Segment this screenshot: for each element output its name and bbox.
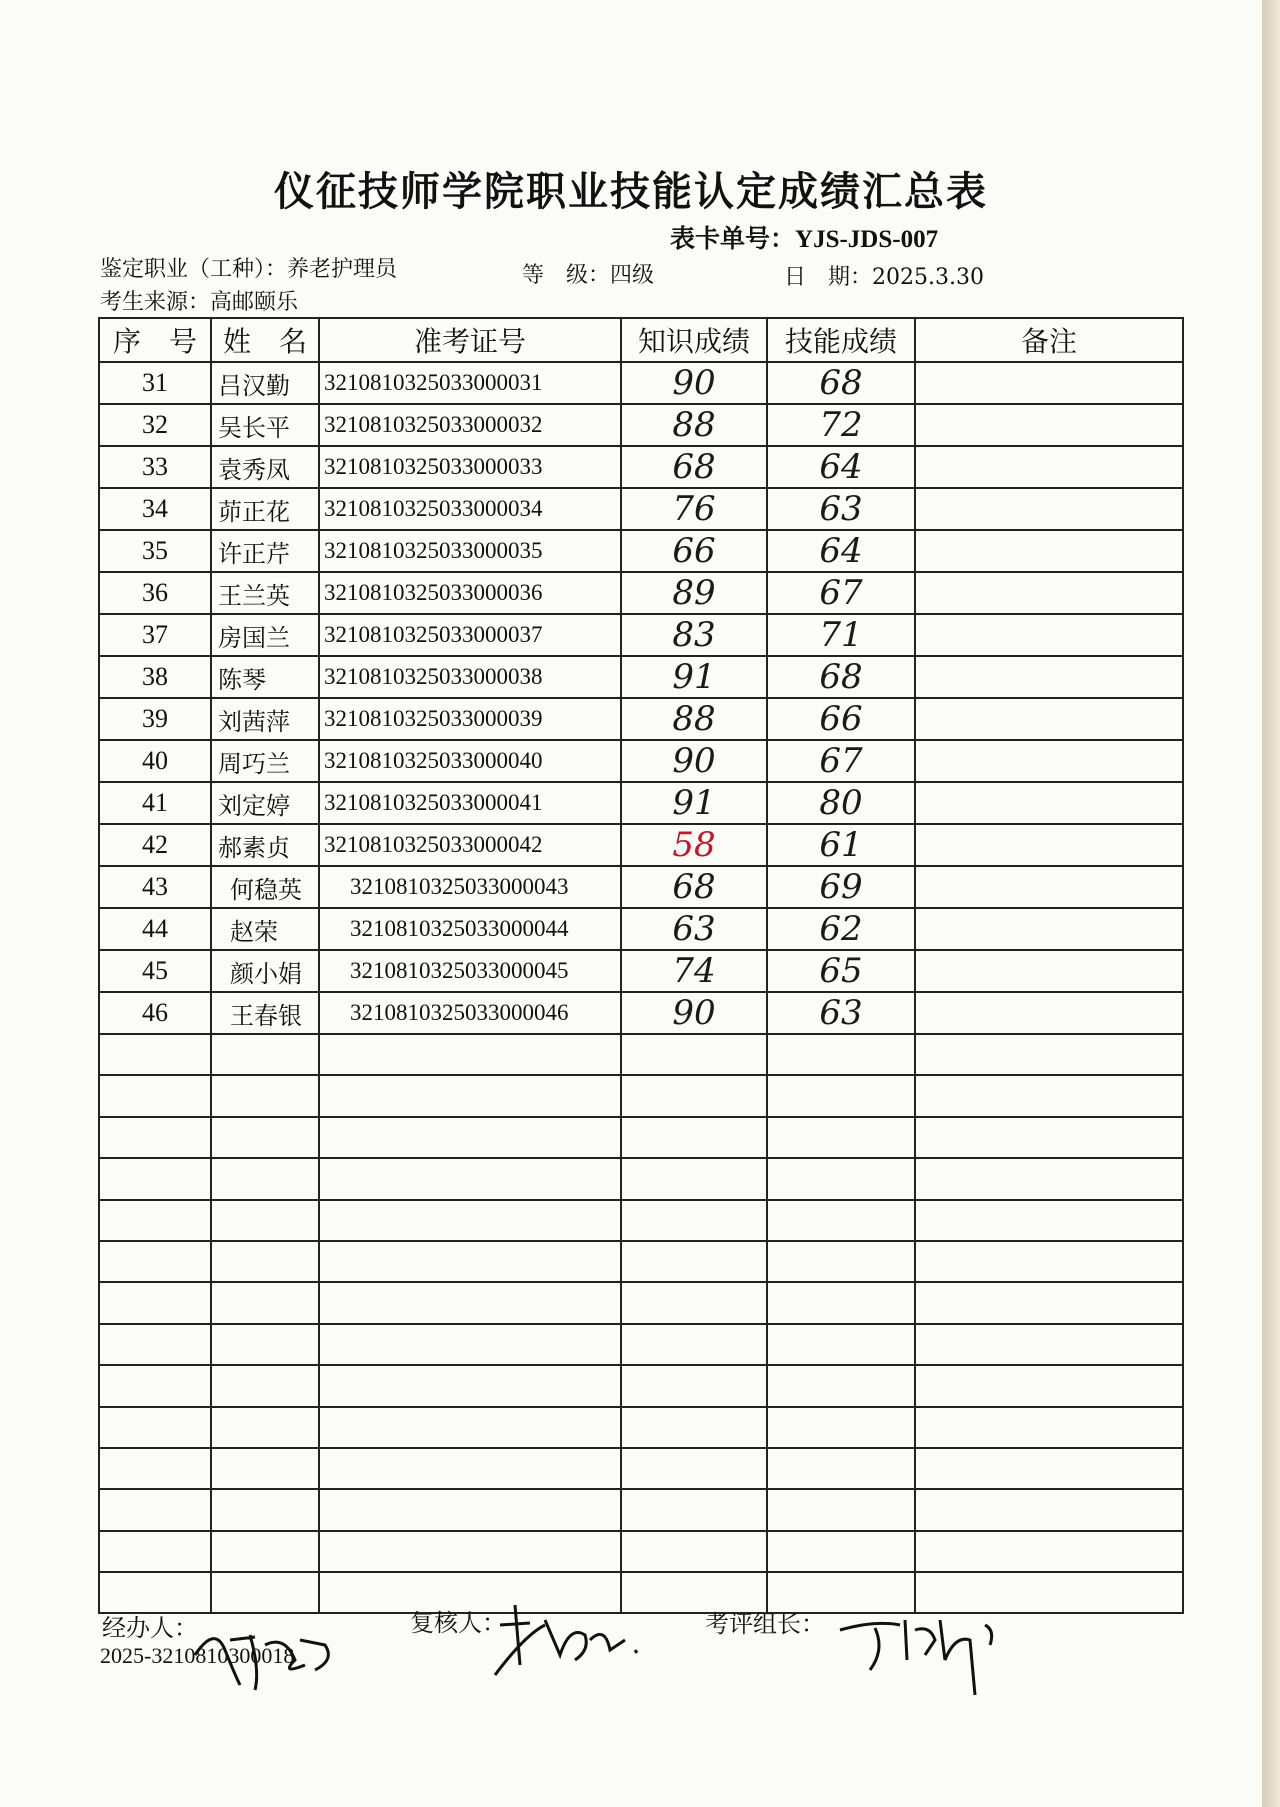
blank-cell [915,1407,1183,1448]
blank-cell [621,1200,767,1241]
blank-cell [211,1158,319,1199]
row-name: 刘定婷 [211,782,319,824]
row-knowledge-score: 88 [621,404,767,446]
blank-cell [621,1158,767,1199]
blank-row [99,1200,1183,1241]
blank-cell [767,1407,915,1448]
header-knowledge: 知识成绩 [621,318,767,362]
doc-code: 2025-3210810300018 [100,1643,295,1668]
row-name: 颜小娟 [211,950,319,992]
blank-cell [211,1531,319,1572]
table-row [99,446,1183,488]
blank-cell [767,1200,915,1241]
row-ticket-number: 3210810325033000034 [319,488,621,530]
table-row [99,572,1183,614]
blank-cell [211,1075,319,1116]
blank-cell [319,1117,621,1158]
row-note [915,614,1183,656]
row-skill-score: 69 [767,866,915,908]
blank-cell [621,1489,767,1530]
row-seq: 35 [99,530,211,572]
blank-cell [211,1241,319,1282]
row-knowledge-score: 58 [621,824,767,866]
row-skill-score: 66 [767,698,915,740]
row-seq: 41 [99,782,211,824]
blank-cell [99,1448,211,1489]
blank-cell [319,1531,621,1572]
blank-cell [621,1282,767,1323]
row-knowledge-score: 89 [621,572,767,614]
row-skill-score: 61 [767,824,915,866]
score-table [98,317,1184,1614]
handler-label: 经办人： [102,1614,198,1642]
row-knowledge-score: 88 [621,698,767,740]
row-seq: 45 [99,950,211,992]
row-ticket-number: 3210810325033000037 [319,614,621,656]
row-skill-score: 64 [767,530,915,572]
row-name: 吴长平 [211,404,319,446]
row-note [915,404,1183,446]
table-row [99,950,1183,992]
blank-cell [211,1117,319,1158]
row-name: 王春银 [211,992,319,1034]
date-label: 日 期： [784,265,873,290]
row-ticket-number: 3210810325033000045 [319,950,621,992]
row-ticket-number: 3210810325033000044 [319,908,621,950]
blank-cell [915,1448,1183,1489]
blank-cell [99,1117,211,1158]
row-skill-score: 64 [767,446,915,488]
row-note [915,572,1183,614]
row-seq: 40 [99,740,211,782]
row-seq: 38 [99,656,211,698]
reviewer-signature [485,1595,655,1685]
blank-row [99,1117,1183,1158]
header-seq: 序 号 [99,318,211,362]
blank-cell [319,1241,621,1282]
blank-row [99,1034,1183,1075]
blank-cell [99,1158,211,1199]
row-knowledge-score: 68 [621,446,767,488]
blank-cell [211,1282,319,1323]
blank-cell [621,1407,767,1448]
row-skill-score: 67 [767,572,915,614]
row-knowledge-score: 83 [621,614,767,656]
table-row [99,992,1183,1034]
blank-cell [319,1407,621,1448]
row-ticket-number: 3210810325033000040 [319,740,621,782]
blank-cell [99,1241,211,1282]
blank-row [99,1282,1183,1323]
row-name: 何稳英 [211,866,319,908]
blank-row [99,1448,1183,1489]
blank-cell [621,1034,767,1075]
row-seq: 39 [99,698,211,740]
table-row [99,656,1183,698]
row-ticket-number: 3210810325033000038 [319,656,621,698]
paper-edge [1262,0,1280,1807]
header-note: 备注 [915,318,1183,362]
row-knowledge-score: 66 [621,530,767,572]
row-name: 王兰英 [211,572,319,614]
row-knowledge-score: 91 [621,656,767,698]
blank-row [99,1324,1183,1365]
header-ticket: 准考证号 [319,318,621,362]
row-note [915,362,1183,404]
row-ticket-number: 3210810325033000033 [319,446,621,488]
row-note [915,530,1183,572]
blank-cell [915,1324,1183,1365]
row-ticket-number: 3210810325033000032 [319,404,621,446]
page-title: 仪征技师学院职业技能认定成绩汇总表 [274,169,988,215]
row-skill-score: 63 [767,992,915,1034]
table-row [99,824,1183,866]
source-value: 高邮颐乐 [210,290,299,315]
blank-cell [211,1407,319,1448]
row-ticket-number: 3210810325033000041 [319,782,621,824]
blank-cell [915,1200,1183,1241]
blank-cell [621,1531,767,1572]
blank-cell [915,1158,1183,1199]
row-name: 郝素贞 [211,824,319,866]
blank-cell [767,1531,915,1572]
row-ticket-number: 3210810325033000039 [319,698,621,740]
row-ticket-number: 3210810325033000043 [319,866,621,908]
row-skill-score: 65 [767,950,915,992]
row-seq: 44 [99,908,211,950]
row-name: 赵荣 [211,908,319,950]
row-note [915,866,1183,908]
blank-row [99,1407,1183,1448]
row-name: 陈琴 [211,656,319,698]
blank-cell [211,1034,319,1075]
blank-cell [767,1117,915,1158]
blank-cell [621,1075,767,1116]
table-row [99,782,1183,824]
blank-cell [767,1158,915,1199]
blank-row [99,1158,1183,1199]
table-row [99,698,1183,740]
row-knowledge-score: 90 [621,362,767,404]
blank-cell [767,1489,915,1530]
row-note [915,782,1183,824]
blank-cell [211,1324,319,1365]
row-name: 许正芹 [211,530,319,572]
blank-cell [915,1117,1183,1158]
row-name: 茆正花 [211,488,319,530]
blank-cell [915,1489,1183,1530]
row-skill-score: 67 [767,740,915,782]
blank-cell [767,1448,915,1489]
table-row [99,614,1183,656]
blank-cell [915,1241,1183,1282]
row-note [915,446,1183,488]
handler-signature [185,1615,365,1695]
row-seq: 37 [99,614,211,656]
blank-cell [319,1489,621,1530]
row-note [915,824,1183,866]
row-seq: 43 [99,866,211,908]
blank-row [99,1489,1183,1530]
table-row [99,404,1183,446]
row-ticket-number: 3210810325033000035 [319,530,621,572]
blank-cell [211,1200,319,1241]
row-ticket-number: 3210810325033000042 [319,824,621,866]
row-note [915,992,1183,1034]
blank-cell [621,1117,767,1158]
row-name: 周巧兰 [211,740,319,782]
row-skill-score: 71 [767,614,915,656]
row-seq: 36 [99,572,211,614]
date-value: 2025.3.30 [872,265,984,290]
level-value: 四级 [610,263,655,288]
row-note [915,740,1183,782]
row-skill-score: 68 [767,362,915,404]
blank-cell [767,1075,915,1116]
row-ticket-number: 3210810325033000036 [319,572,621,614]
blank-cell [319,1158,621,1199]
table-row [99,908,1183,950]
level-label: 等 级： [522,263,611,288]
row-ticket-number: 3210810325033000031 [319,362,621,404]
row-knowledge-score: 76 [621,488,767,530]
blank-row [99,1365,1183,1406]
row-knowledge-score: 63 [621,908,767,950]
row-note [915,908,1183,950]
blank-cell [767,1365,915,1406]
blank-cell [211,1365,319,1406]
row-ticket-number: 3210810325033000046 [319,992,621,1034]
blank-cell [99,1531,211,1572]
blank-cell [319,1200,621,1241]
source-field [100,285,298,316]
table-row [99,362,1183,404]
blank-cell [99,1034,211,1075]
blank-cell [99,1324,211,1365]
blank-cell [211,1489,319,1530]
row-knowledge-score: 74 [621,950,767,992]
table-row [99,530,1183,572]
row-note [915,488,1183,530]
row-seq: 42 [99,824,211,866]
row-knowledge-score: 91 [621,782,767,824]
row-knowledge-score: 90 [621,992,767,1034]
blank-row [99,1531,1183,1572]
blank-cell [319,1448,621,1489]
blank-cell [767,1241,915,1282]
row-note [915,698,1183,740]
row-knowledge-score: 68 [621,866,767,908]
blank-cell [767,1282,915,1323]
blank-cell [99,1282,211,1323]
blank-cell [319,1075,621,1116]
row-skill-score: 72 [767,404,915,446]
row-name: 房国兰 [211,614,319,656]
row-note [915,656,1183,698]
header-name: 姓 名 [211,318,319,362]
source-label: 考生来源： [100,290,211,315]
row-note [915,950,1183,992]
blank-cell [319,1282,621,1323]
blank-cell [621,1448,767,1489]
blank-cell [915,1282,1183,1323]
blank-cell [211,1572,319,1613]
blank-cell [319,1365,621,1406]
blank-cell [915,1365,1183,1406]
table-row [99,488,1183,530]
occupation-value: 养老护理员 [287,257,398,282]
blank-cell [211,1448,319,1489]
blank-cell [621,1324,767,1365]
blank-cell [99,1075,211,1116]
row-name: 袁秀凤 [211,446,319,488]
blank-cell [767,1324,915,1365]
blank-cell [915,1034,1183,1075]
occupation-label: 鉴定职业（工种）： [100,257,288,282]
leader-signature [835,1600,1015,1700]
blank-cell [99,1365,211,1406]
row-skill-score: 62 [767,908,915,950]
blank-cell [99,1407,211,1448]
row-seq: 33 [99,446,211,488]
blank-row [99,1241,1183,1282]
blank-cell [319,1034,621,1075]
card-number [670,219,938,255]
table-row [99,740,1183,782]
reviewer-label: 复核人： [410,1609,506,1637]
row-skill-score: 68 [767,656,915,698]
card-number-value: YJS-JDS-007 [795,226,939,253]
blank-row [99,1075,1183,1116]
row-seq: 46 [99,992,211,1034]
blank-cell [99,1489,211,1530]
level-field [522,258,654,289]
blank-cell [319,1324,621,1365]
row-knowledge-score: 90 [621,740,767,782]
row-seq: 31 [99,362,211,404]
row-name: 刘茜萍 [211,698,319,740]
row-skill-score: 63 [767,488,915,530]
card-number-label: 表卡单号： [670,224,796,253]
row-seq: 34 [99,488,211,530]
blank-cell [621,1365,767,1406]
occupation-field [100,252,397,283]
blank-cell [99,1200,211,1241]
table-header-row [99,318,1183,362]
blank-cell [767,1034,915,1075]
header-skill: 技能成绩 [767,318,915,362]
blank-cell [915,1075,1183,1116]
leader-label: 考评组长： [705,1610,825,1638]
row-name: 吕汉勤 [211,362,319,404]
blank-cell [621,1241,767,1282]
blank-cell [915,1531,1183,1572]
row-skill-score: 80 [767,782,915,824]
row-seq: 32 [99,404,211,446]
date-field [784,260,984,291]
table-row [99,866,1183,908]
